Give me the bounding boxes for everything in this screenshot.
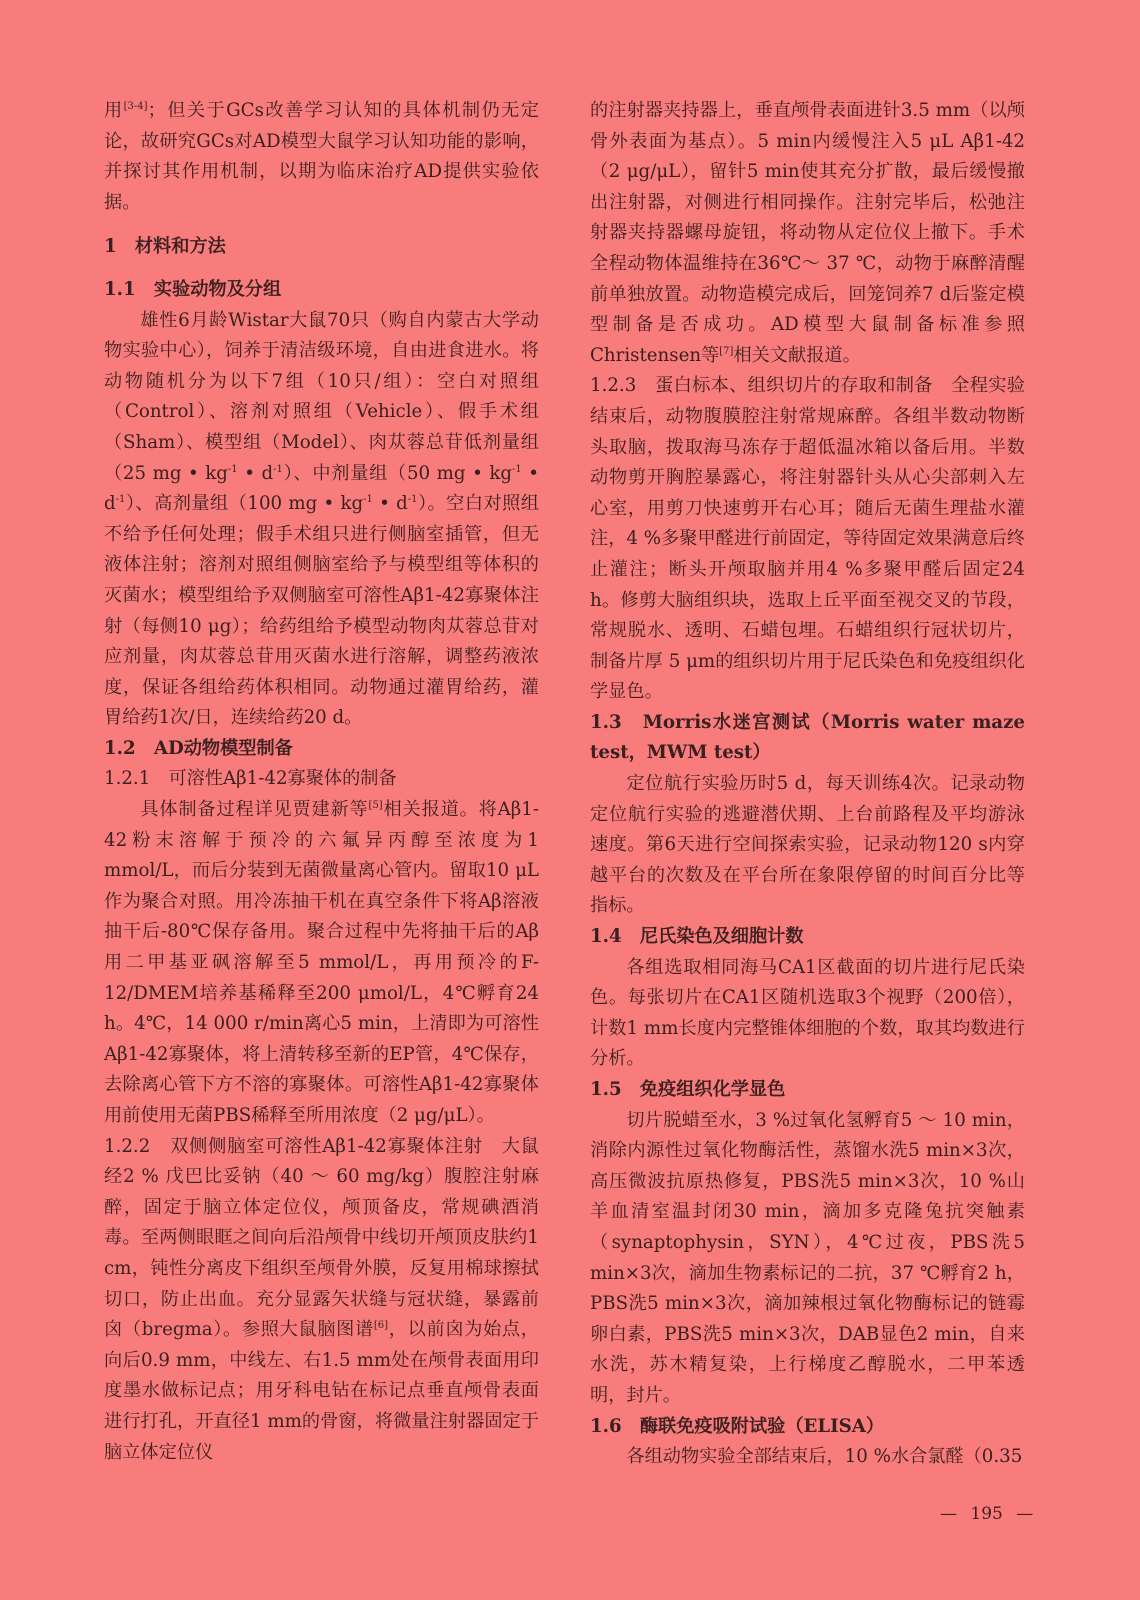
section-heading-1-2-3: 1.2.3 蛋白标本、组织切片的存取和制备 <box>590 375 952 397</box>
superscript: -1 <box>363 494 373 506</box>
section-heading-1-3: 1.3 Morris水迷宫测试（Morris water maze test，MWM test） <box>590 711 1025 764</box>
left-column <box>104 96 539 1468</box>
text-run: • d <box>237 462 274 484</box>
section-heading-1-5: 1.5 免疫组织化学显色 <box>590 1079 786 1100</box>
section-heading-1-6: 1.6 酶联免疫吸附试验（ELISA） <box>590 1415 885 1437</box>
section-heading-1-4: 1.4 尼氏染色及细胞计数 <box>590 926 804 948</box>
paragraph-1-5: 切片脱蜡至水，3 %过氧化氢孵育5 ～ 10 min，消除内源性过氧化物酶活性，蒸馏水洗5 min×3次，高压微波抗原热修复，PBS洗5 min×3次，10 %山羊血清室温封闭30 min，滴加多克隆兔抗突触素（synaptophysin，SYN），4℃过夜，PBS洗5 min×3次，滴加生物素标记的二抗，37 ℃孵育2 h，PBS洗5 min×3次，滴加辣根过氧化物酶标记的链霉卵白素，PBS洗5 min×3次，DAB显色2 min，自来水洗，苏木精复染，上行梯度乙醇脱水，二甲苯透明，封片。 <box>590 1109 1025 1406</box>
citation-ref: [7] <box>719 345 734 357</box>
section-heading-1-2: 1.2 AD动物模型制备 <box>104 737 293 759</box>
continued-paragraph <box>590 96 1025 371</box>
paragraph-1-2-1 <box>104 795 539 1132</box>
text-run: • d <box>372 493 408 515</box>
text-run: 雄性6月龄Wistar大鼠70只（购自内蒙古大学动物实验中心），饲养于清洁级环境，自由进食进水。将动物随机分为以下7组（10只/组）：空白对照组（Control）、溶剂对照组（Vehicle）、假手术组（Sham）、模型组（Model）、肉苁蓉总苷低剂量组（25 mg • kg <box>104 309 539 484</box>
text-run: 全程实验结束后，动物腹膜腔注射常规麻醉。各组半数动物断头取脑，拨取海马冻存于超低温冰箱以备后用。半数动物剪开胸腔暴露心，将注射器针头从心尖部刺入左心室，用剪刀快速剪开右心耳；随后无菌生理盐水灌注，4 %多聚甲醛进行前固定，等待固定效果满意后终止灌注；断头开颅取脑并用4 %多聚甲醛后固定24 h。修剪大脑组织块，选取上丘平面至视交叉的节段，常规脱水、透明、石蜡包埋。石蜡组织行冠状切片，制备片厚 5 μm的组织切片用于尼氏染色和免疫组织化学显色。 <box>590 375 1025 703</box>
text-run: 具体制备过程详见贾建新等 <box>140 799 369 821</box>
citation-ref: [5] <box>368 800 383 812</box>
text-run: ，以前囟为始点，向后0.9 mm，中线左、右1.5 mm处在颅骨表面用印度墨水做标记点；用牙科电钻在标记点垂直颅骨表面进行打孔，开直径1 mm的骨窗，将微量注射器固定于脑立体定位仪 <box>104 1319 539 1463</box>
intro-paragraph <box>104 96 539 218</box>
paragraph-1-4: 各组选取相同海马CA1区截面的切片进行尼氏染色。每张切片在CA1区随机选取3个视野（200倍），计数1 mm长度内完整锥体细胞的个数，取其均数进行分析。 <box>590 956 1025 1070</box>
text-run: ）、高剂量组（100 mg • kg <box>125 493 364 515</box>
page-number: — 195 — <box>940 1504 1034 1524</box>
superscript: -1 <box>273 463 283 475</box>
paragraph-1-1 <box>104 306 539 734</box>
section-heading-1-2-2: 1.2.2 双侧侧脑室可溶性Aβ1-42寡聚体注射 <box>104 1135 502 1157</box>
section-heading-1-1: 1.1 实验动物及分组 <box>104 278 282 300</box>
right-column <box>590 96 1025 1473</box>
citation-ref: [6] <box>373 1320 389 1332</box>
text-run: 大鼠经2 % 戊巴比妥钠（40 ～ 60 mg/kg）腹腔注射麻醉，固定于脑立体定位仪，颅顶备皮，常规碘酒消毒。至两侧眼眶之间向后沿颅骨中线切开颅顶皮肤约1 cm，钝性分离皮下组织至颅骨外膜，反复用棉球擦拭切口，防止出血。充分显露矢状缝与冠状缝，暴露前囟（bregma）。参照大鼠脑图谱 <box>104 1135 539 1341</box>
text-run: 相关文献报道。 <box>733 344 861 366</box>
text-run: 的注射器夹持器上，垂直颅骨表面进针3.5 mm（以颅骨外表面为基点）。5 min内缓慢注入5 μL Aβ1-42（2 μg/μL），留针5 min使其充分扩散，最后缓慢撤出注射器，对侧进行相同操作。注射完毕后，松弛注射器夹持器螺母旋钮，将动物从定位仪上撤下。手术全程动物体温维持在36℃～ 37 ℃，动物于麻醉清醒前单独放置。动物造模完成后，回笼饲养7 d后鉴定模型制备是否成功。AD模型大鼠制备标准参照Christensen等 <box>590 100 1025 366</box>
citation-ref: [3-4] <box>123 101 148 112</box>
paragraph-1-2-3 <box>590 371 1025 708</box>
text-run: • d <box>104 462 539 515</box>
section-heading-1-2-1: 1.2.1 可溶性Aβ1-42寡聚体的制备 <box>104 768 397 790</box>
superscript: -1 <box>115 494 126 506</box>
text-run: ；但关于GCs改善学习认知的具体机制仍无定论，故研究GCs对AD模型大鼠学习认知功能的影响，并探讨其作用机制，以期为临床治疗AD提供实验依据。 <box>104 100 539 213</box>
superscript: -1 <box>227 463 238 475</box>
paragraph-1-2-2 <box>104 1132 539 1469</box>
paragraph-1-3: 定位航行实验历时5 d，每天训练4次。记录动物定位航行实验的逃避潜伏期、上台前路程及平均游泳速度。第6天进行空间探索实验，记录动物120 s内穿越平台的次数及在平台所在象限停留的时间百分比等指标。 <box>590 773 1025 917</box>
superscript: -1 <box>407 494 418 506</box>
section-heading-1: 1 材料和方法 <box>104 236 226 258</box>
superscript: -1 <box>511 463 522 475</box>
text-run: ）。空白对照组不给予任何处理；假手术组只进行侧脑室插管，但无液体注射；溶剂对照组侧脑室给予与模型组等体积的灭菌水；模型组给予双侧脑室可溶性Aβ1-42寡聚体注射（每侧10 μg）；给药组给予模型动物肉苁蓉总苷对应剂量，肉苁蓉总苷用灭菌水进行溶解，调整药液浓度，保证各组给药体积相同。动物通过灌胃给药，灌胃给药1次/日，连续给药20 d。 <box>104 493 539 729</box>
text-run: 相关报道。将Aβ1-42粉末溶解于预冷的六氟异丙醇至浓度为1 mmol/L，而后分装到无菌微量离心管内。留取10 μL作为聚合对照。用冷冻抽干机在真空条件下将Aβ溶液抽干后-80℃保存备用。聚合过程中先将抽干后的Aβ用二甲基亚砜溶解至5 mmol/L，再用预冷的F-12/DMEM培养基稀释至200 μmol/L，4℃孵育24 h。4℃，14 000 r/min离心5 min，上清即为可溶性Aβ1-42寡聚体，将上清转移至新的EP管，4℃保存，去除离心管下方不溶的寡聚体。可溶性Aβ1-42寡聚体用前使用无菌PBS稀释至所用浓度（2 μg/μL）。 <box>104 799 539 1126</box>
text-run: ）、中剂量组（50 mg • kg <box>282 462 512 484</box>
paragraph-1-6: 各组动物实验全部结束后，10 %水合氯醛（0.35 <box>626 1446 1023 1468</box>
text-run: 用 <box>104 100 124 121</box>
